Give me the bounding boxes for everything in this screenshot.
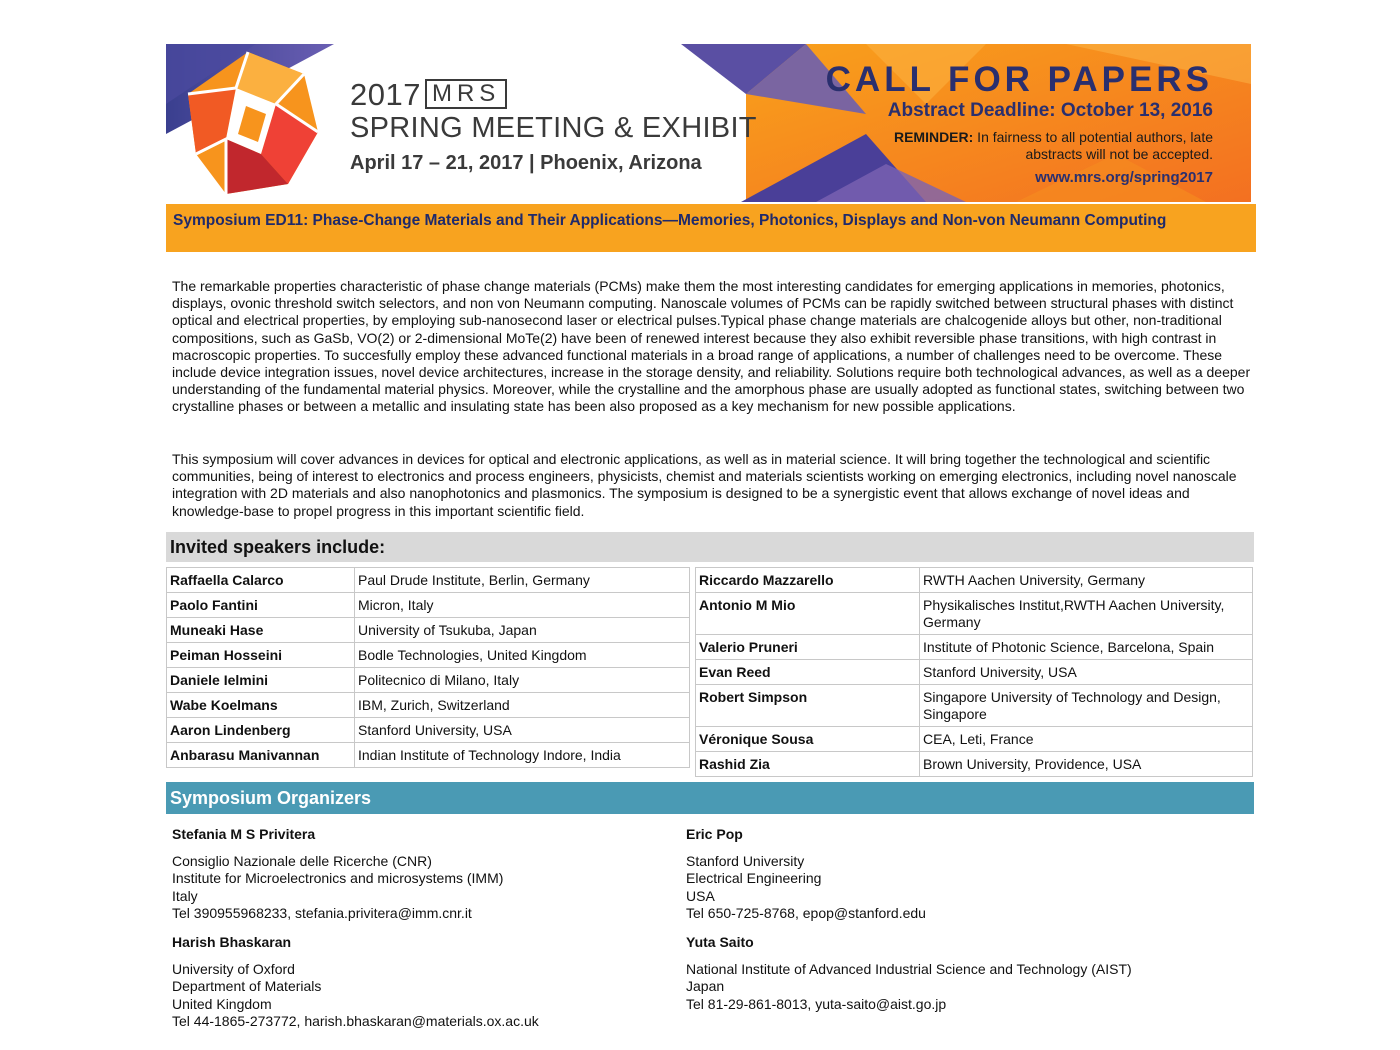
organizers-title: Symposium Organizers xyxy=(170,788,372,808)
speaker-name: Véronique Sousa xyxy=(696,727,920,752)
table-row xyxy=(696,752,1253,777)
speaker-affiliation: Bodle Technologies, United Kingdom xyxy=(355,643,690,668)
table-row xyxy=(167,693,690,718)
table-row xyxy=(696,593,1253,635)
speakers-table-left xyxy=(166,567,690,768)
table-row xyxy=(167,593,690,618)
speaker-name: Robert Simpson xyxy=(696,685,920,727)
table-row xyxy=(696,635,1253,660)
mrs-logo-text: MRS xyxy=(425,79,507,109)
speaker-name: Daniele Ielmini xyxy=(167,668,355,693)
table-row xyxy=(696,660,1253,685)
meeting-name: SPRING MEETING & EXHIBIT xyxy=(350,112,757,144)
speaker-affiliation: Politecnico di Milano, Italy xyxy=(355,668,690,693)
speaker-name: Valerio Pruneri xyxy=(696,635,920,660)
speaker-affiliation: Physikalisches Institut,RWTH Aachen University, Germany xyxy=(920,593,1253,635)
speaker-affiliation: Brown University, Providence, USA xyxy=(920,752,1253,777)
year-text: 2017 xyxy=(350,77,421,112)
table-row xyxy=(167,568,690,593)
organizer-contact: Tel 650-725-8768, epop@stanford.edu xyxy=(686,904,926,921)
meeting-url-link[interactable]: www.mrs.org/spring2017 xyxy=(1035,169,1213,186)
speaker-name: Antonio M Mio xyxy=(696,593,920,635)
speaker-name: Aaron Lindenberg xyxy=(167,718,355,743)
organizer-name: Harish Bhaskaran xyxy=(172,934,292,950)
organizer-country: Italy xyxy=(172,887,198,904)
table-row xyxy=(167,743,690,768)
organizer-name: Eric Pop xyxy=(686,826,743,842)
table-row xyxy=(167,618,690,643)
speaker-affiliation: Paul Drude Institute, Berlin, Germany xyxy=(355,568,690,593)
organizers-heading xyxy=(166,782,1254,814)
speaker-affiliation: Stanford University, USA xyxy=(920,660,1253,685)
speaker-affiliation: RWTH Aachen University, Germany xyxy=(920,568,1253,593)
reminder-text: In fairness to all potential authors, late abstracts will not be accepted. xyxy=(973,129,1213,162)
meeting-year xyxy=(350,77,507,113)
table-row xyxy=(167,668,690,693)
organizer-country: Japan xyxy=(686,978,725,995)
organizer-institution: University of Oxford xyxy=(172,961,295,978)
reminder-note xyxy=(873,129,1213,163)
table-row xyxy=(167,718,690,743)
invited-speakers-title: Invited speakers include: xyxy=(170,537,386,557)
symposium-title: Symposium ED11: Phase-Change Materials and Their Applications—Memories, Photonics, Displays and Non-von Neumann Computing xyxy=(173,212,1167,229)
organizer-card xyxy=(172,826,672,922)
speaker-name: Evan Reed xyxy=(696,660,920,685)
speaker-affiliation: Institute of Photonic Science, Barcelona, Spain xyxy=(920,635,1253,660)
speaker-name: Muneaki Hase xyxy=(167,618,355,643)
table-row xyxy=(696,727,1253,752)
organizer-name: Yuta Saito xyxy=(686,934,754,950)
header-banner xyxy=(166,44,1251,202)
meeting-dates: April 17 – 21, 2017 | Phoenix, Arizona xyxy=(350,152,702,174)
speaker-affiliation: IBM, Zurich, Switzerland xyxy=(355,693,690,718)
speaker-affiliation: Stanford University, USA xyxy=(355,718,690,743)
organizer-contact: Tel 81-29-861-8013, yuta-saito@aist.go.jp xyxy=(686,995,947,1012)
organizer-institution: Consiglio Nazionale delle Ricerche (CNR) xyxy=(172,853,432,870)
speaker-affiliation: Singapore University of Technology and Design, Singapore xyxy=(920,685,1253,727)
organizer-country: USA xyxy=(686,887,715,904)
table-row xyxy=(167,643,690,668)
speaker-name: Wabe Koelmans xyxy=(167,693,355,718)
abstract-deadline: Abstract Deadline: October 13, 2016 xyxy=(887,100,1213,121)
speaker-affiliation: Micron, Italy xyxy=(355,593,690,618)
organizer-card xyxy=(686,934,1246,1013)
description-paragraph-1: The remarkable properties characteristic of phase change materials (PCMs) make them the most interesting candidates for emerging applications in memories, photonics, displays, ovonic threshold switch selectors, and non von Neumann computing. Nanoscale volumes of PCMs can be rapidly switched between structural phases with distinct optical and electrical properties, by employing sub-nanosecond laser or electrical pulses.Typical phase change materials are chalcogenide alloys but other, non-traditional compositions, such as GaSb, VO(2) or 2-dimensional MoTe(2) have been of renewed interest because they also exhibit reversible phase transitions, with high contrast in macroscopic properties. To succesfully employ these advanced functional materials in a broad range of applications, a number of challenges need to be overcome. These include device integration issues, novel device architectures, increase in the storage density, and reliability. Solutions require both technological advances, as well as a deeper understanding of the fundamental material physics. Moreover, while the crystalline and the amorphous phase are usually adopted as functional states, switching between two crystalline phases or between a metallic and insulating state has been also proposed as a key mechanism for new possible applications. xyxy=(172,278,1251,415)
speaker-name: Anbarasu Manivannan xyxy=(167,743,355,768)
speaker-affiliation: Indian Institute of Technology Indore, India xyxy=(355,743,690,768)
speaker-name: Rashid Zia xyxy=(696,752,920,777)
organizer-name: Stefania M S Privitera xyxy=(172,826,316,842)
organizer-contact: Tel 390955968233, stefania.privitera@imm.cnr.it xyxy=(172,904,472,921)
organizer-card xyxy=(686,826,1246,922)
organizer-country: United Kingdom xyxy=(172,995,272,1012)
speaker-name: Peiman Hosseini xyxy=(167,643,355,668)
speaker-name: Raffaella Calarco xyxy=(167,568,355,593)
invited-speakers-heading xyxy=(166,532,1254,562)
table-row xyxy=(696,568,1253,593)
speaker-affiliation: University of Tsukuba, Japan xyxy=(355,618,690,643)
description-paragraph-2: This symposium will cover advances in devices for optical and electronic applications, as well as in material science. It will bring together the technological and scientific communities, being of interest to electronics and process engineers, physicists, chemist and materials scientists working on emerging electronics, including novel nanoscale integration with 2D materials and also nanophotonics and plasmonics. The symposium is designed to be a synergistic event that allows exchange of novel ideas and knowledge-base to propel progress in this important scientific field. xyxy=(172,451,1237,519)
speaker-affiliation: CEA, Leti, France xyxy=(920,727,1253,752)
reminder-label: REMINDER: xyxy=(893,129,974,145)
speakers-table-right xyxy=(695,567,1253,777)
organizer-department: Department of Materials xyxy=(172,978,322,995)
organizer-institution: Stanford University xyxy=(686,853,805,870)
speaker-name: Riccardo Mazzarello xyxy=(696,568,920,593)
organizer-department: Electrical Engineering xyxy=(686,870,822,887)
symposium-title-bar xyxy=(166,204,1256,252)
organizer-institution: National Institute of Advanced Industrial Science and Technology (AIST) xyxy=(686,961,1132,978)
organizer-department: Institute for Microelectronics and microsystems (IMM) xyxy=(172,870,504,887)
organizer-card xyxy=(172,934,672,1030)
table-row xyxy=(696,685,1253,727)
speaker-name: Paolo Fantini xyxy=(167,593,355,618)
call-for-papers-title: CALL FOR PAPERS xyxy=(825,60,1213,99)
organizer-contact: Tel 44-1865-273772, harish.bhaskaran@materials.ox.ac.uk xyxy=(172,1012,539,1029)
